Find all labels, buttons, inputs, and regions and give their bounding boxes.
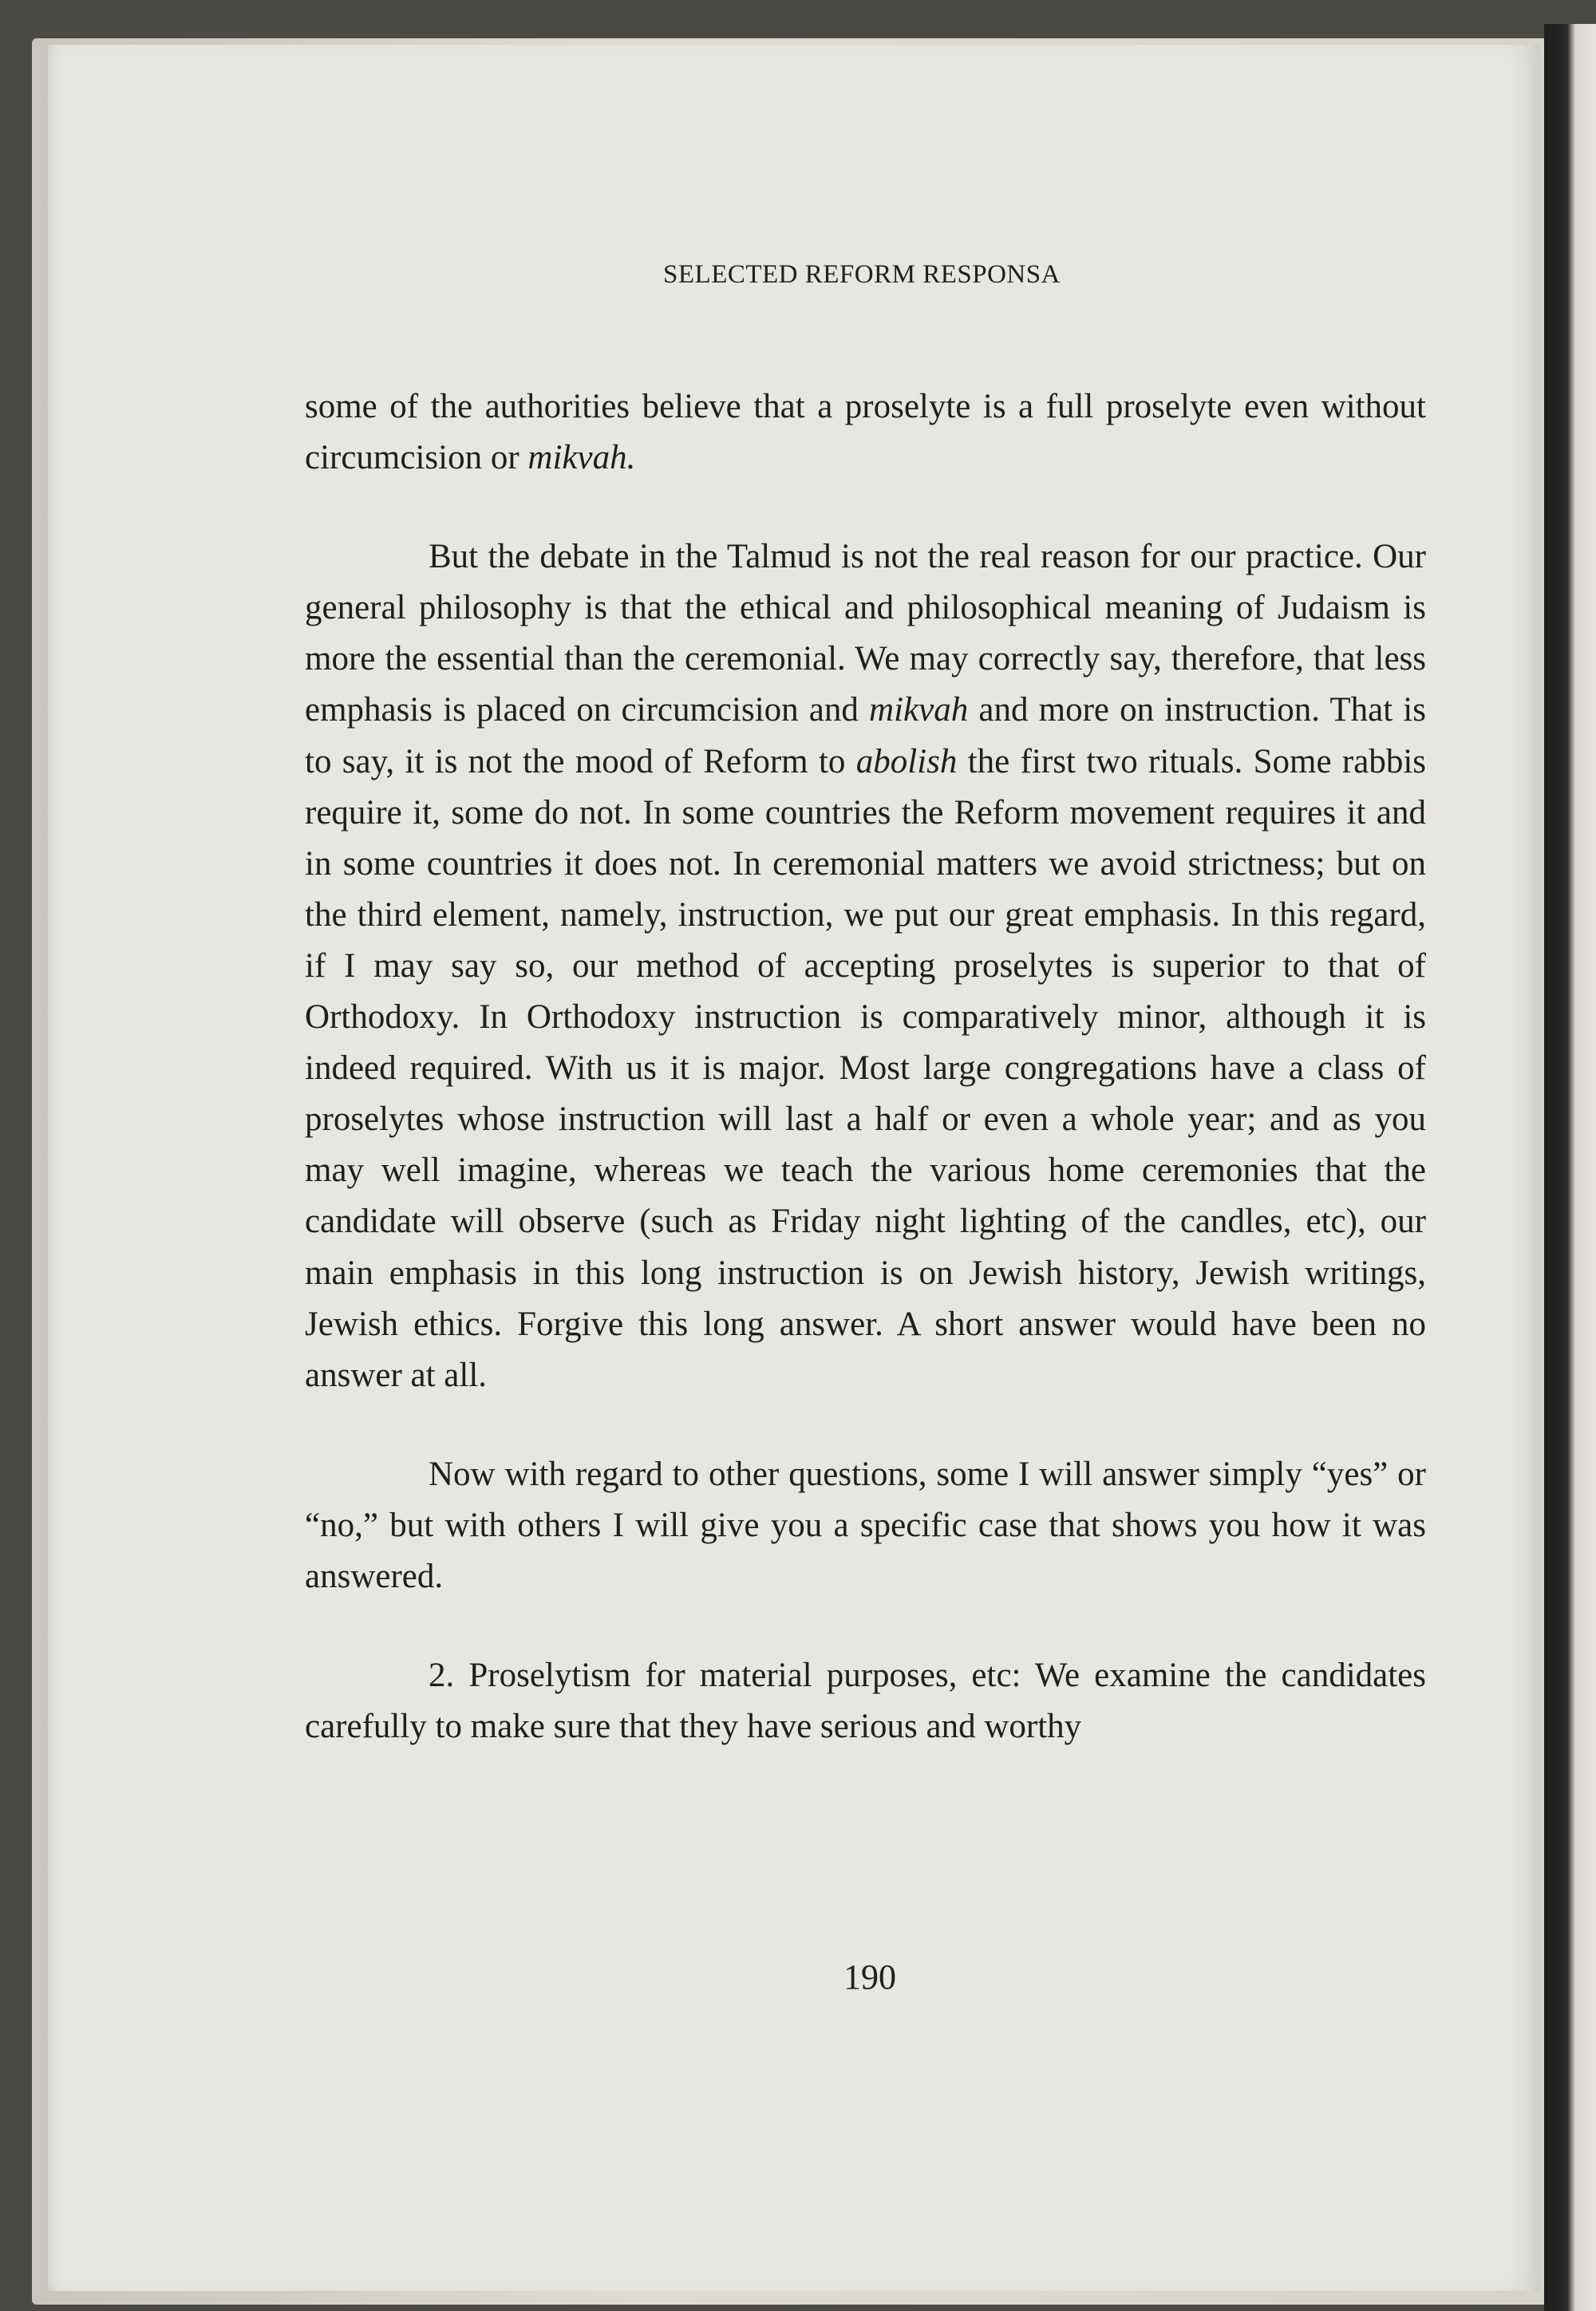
text-run: But the debate in the Talmud is not the real reason for our practice. Our general philosophy is that the ethical and philosophical meaning of Judaism is more the essential than the ceremonial. We may correctly say, therefore, that less emphasis is placed on circumcision and bbox=[305, 538, 1426, 729]
text-run: the first two rituals. Some rabbis require it, some do not. In some countries the Reform movement requires it and in some countries it does not. In ceremonial matters we avoid strictness; but on the third element, namely, instruction, we put our great emphasis. In this regard, if I may say so, our method of accepting proselytes is superior to that of Orthodoxy. In Orthodoxy instruction is comparatively minor, although it is indeed required. With us it is major. Most large congregations have a class of proselytes whose instruction will last a half or even a whole year; and as you may well imagine, whereas we teach the various home ceremonies that the candidate will observe (such as Friday night lighting of the candles, etc), our main emphasis in this long instruction is on Jewish history, Jewish writings, Jewish ethics. Forgive this long answer. A short answer would have been no answer at all. bbox=[305, 742, 1426, 1394]
paragraph bbox=[305, 381, 1426, 484]
text-run: Now with regard to other questions, some I will answer simply “yes” or “no,” but with others I will give you a specific case that shows you how it was answered. bbox=[305, 1455, 1426, 1595]
text-run: 2. Proselytism for material purposes, etc: We examine the candidates carefully to make sure that they have serious and worthy bbox=[305, 1657, 1426, 1746]
text-run: some of the authorities believe that a proselyte is a full proselyte even without circumcision or bbox=[305, 388, 1426, 477]
text-run: and more on instruction. That is to say, it is not the mood of Reform to bbox=[305, 691, 1426, 780]
body-text bbox=[305, 381, 1426, 1752]
page-number: 190 bbox=[843, 1957, 896, 1997]
paragraph bbox=[305, 531, 1426, 1401]
italic-run: mikvah. bbox=[527, 439, 636, 477]
italic-run: mikvah bbox=[869, 691, 969, 729]
paragraph bbox=[305, 1650, 1426, 1752]
running-head: SELECTED REFORM RESPONSA bbox=[663, 260, 1061, 289]
italic-run: abolish bbox=[855, 742, 958, 780]
paragraph bbox=[305, 1449, 1426, 1602]
